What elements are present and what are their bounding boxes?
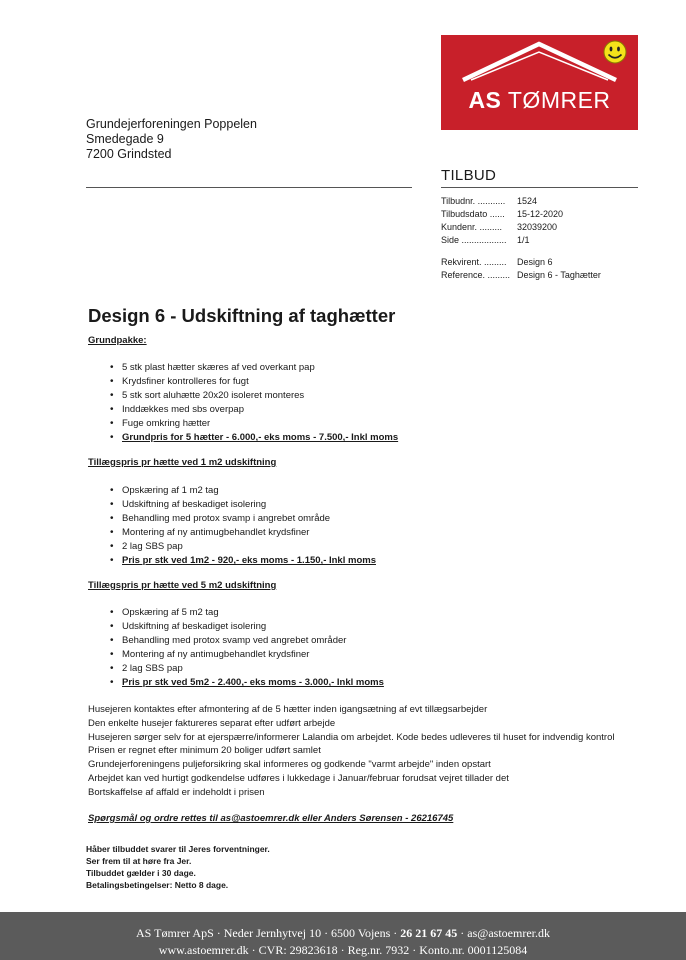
smiley-icon: [604, 41, 626, 63]
closing-line: Tilbuddet gælder i 30 dage.: [86, 868, 196, 878]
recipient-street: Smedegade 9: [86, 132, 164, 146]
meta-row: Side .................. 1/1: [441, 235, 530, 245]
list-item: • Opskæring af 5 m2 tag: [110, 606, 384, 620]
meta-row: Tilbudnr. ........... 1524: [441, 196, 538, 206]
meta-row: Rekvirent. ......... Design 6: [441, 257, 553, 267]
list-item: • Inddækkes med sbs overpap: [110, 403, 398, 417]
footer-line-1: AS Tømrer ApS · Neder Jernhytvej 10 · 6500 Vojens · 26 21 67 45 · as@astoemrer.dk: [135, 926, 550, 940]
note-line: Husejeren kontaktes efter afmontering af de 5 hætter inden igangsætning af evt tillægsarbejder: [88, 704, 488, 715]
price-line: • Grundpris for 5 hætter - 6.000,- eks moms - 7.500,- Inkl moms: [110, 431, 398, 445]
list-item: • Udskiftning af beskadiget isolering: [110, 498, 376, 512]
contact-line: Spørgsmål og ordre rettes til as@astoemrer.dk eller Anders Sørensen - 26216745: [88, 813, 454, 824]
note-line: Arbejdet kan ved hurtigt godkendelse udføres i lukkedage i Januar/februar forudsat vejret tillader det: [88, 772, 509, 784]
note-line: Bortskaffelse af affald er indeholdt i prisen: [88, 786, 265, 798]
recipient-name: Grundejerforeningen Poppelen: [86, 117, 257, 131]
closing-line: Ser frem til at høre fra Jer.: [86, 856, 192, 866]
footer-phone: 26 21 67 45: [400, 926, 458, 940]
meta-row: Tilbudsdato ...... 15-12-2020: [441, 209, 564, 219]
note-line: Prisen er regnet efter minimum 20 boliger udført samlet: [88, 745, 321, 757]
section-list-grundpakke: [110, 361, 398, 445]
tilbud-heading: TILBUD: [441, 167, 497, 184]
section-heading-1m2: Tillægspris pr hætte ved 1 m2 udskiftning: [88, 457, 277, 468]
company-logo: [441, 35, 638, 130]
page-footer: [0, 912, 686, 960]
list-item: • Behandling med protox svamp i angrebet område: [110, 512, 376, 526]
closing-text: [86, 843, 270, 891]
note-line: Grundejerforeningens puljeforsikring skal informeres og godkende "varmt arbejde" inden opstart: [88, 759, 491, 771]
list-item: • 5 stk sort aluhætte 20x20 isoleret monteres: [110, 389, 398, 403]
price-line: • Pris pr stk ved 5m2 - 2.400,- eks moms - 3.000,- Inkl moms: [110, 676, 384, 690]
price-line: • Pris pr stk ved 1m2 - 920,- eks moms - 1.150,- Inkl moms: [110, 554, 376, 568]
list-item: • 2 lag SBS pap: [110, 662, 384, 676]
meta-row: Reference. ......... Design 6 - Taghætter: [441, 270, 601, 280]
section-list-5m2: [110, 606, 384, 690]
note-line: Husejeren sørger selv for at ejerspærre/informerer Lalandia om arbejdet. Kode bedes udleveres til huset for indvendig kontrol: [88, 731, 615, 743]
meta-row: Kundenr. ......... 32039200: [441, 222, 558, 232]
list-item: • 5 stk plast hætter skæres af ved overkant pap: [110, 361, 398, 375]
list-item: • Fuge omkring hætter: [110, 417, 398, 431]
note-line: Den enkelte husejer faktureres separat efter udført arbejde: [88, 717, 336, 729]
reference-fields: [441, 256, 601, 282]
document-title: Design 6 - Udskiftning af taghætter: [88, 305, 396, 326]
tilbud-fields: [441, 195, 563, 247]
list-item: • Montering af ny antimugbehandlet krydsfiner: [110, 526, 376, 540]
section-heading-grundpakke: Grundpakke:: [88, 335, 147, 346]
list-item: • Opskæring af 1 m2 tag: [110, 484, 376, 498]
list-item: • Krydsfiner kontrolleres for fugt: [110, 375, 398, 389]
closing-line: Betalingsbetingelser: Netto 8 dage.: [86, 880, 229, 890]
section-list-1m2: [110, 484, 376, 568]
terms-notes: [88, 703, 614, 800]
footer-line-2: www.astoemrer.dk · CVR: 29823618 · Reg.nr. 7932 · Konto.nr. 0001125084: [158, 943, 528, 957]
list-item: • Montering af ny antimugbehandlet krydsfiner: [110, 648, 384, 662]
logo-wordmark: AS TØMRER: [468, 87, 611, 113]
closing-line: Håber tilbuddet svarer til Jeres forventninger.: [86, 844, 270, 854]
recipient-city: 7200 Grindsted: [86, 147, 172, 161]
house-roof-icon: [441, 35, 638, 130]
address-divider: [86, 187, 412, 188]
tilbud-divider: [441, 187, 638, 188]
list-item: • 2 lag SBS pap: [110, 540, 376, 554]
recipient-address: [86, 117, 257, 162]
section-heading-5m2: Tillægspris pr hætte ved 5 m2 udskiftning: [88, 580, 277, 591]
list-item: • Udskiftning af beskadiget isolering: [110, 620, 384, 634]
list-item: • Behandling med protox svamp ved angrebet områder: [110, 634, 384, 648]
